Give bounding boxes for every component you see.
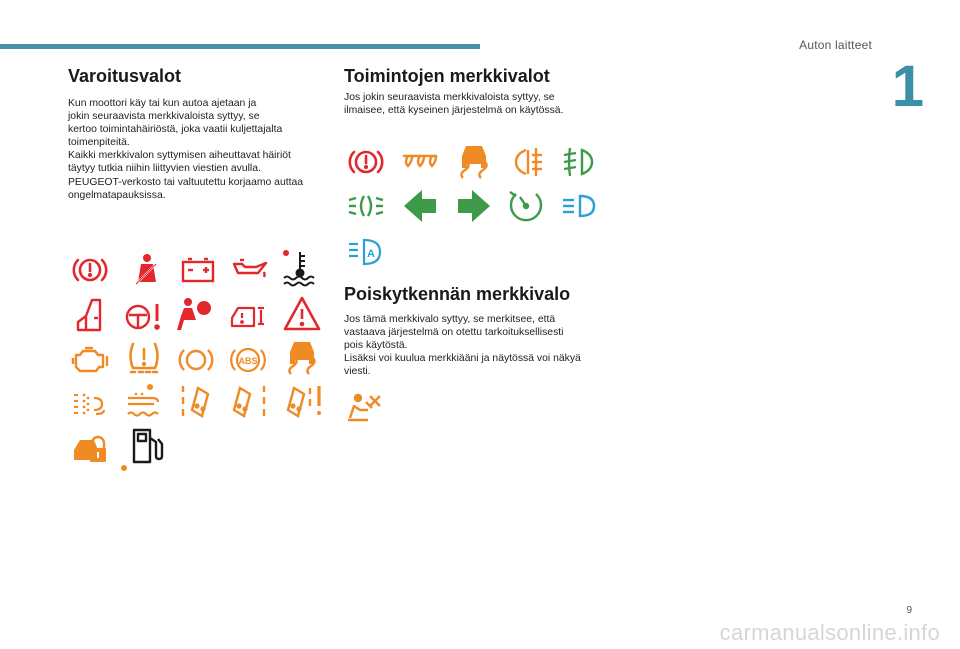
header-accent-bar [0, 44, 480, 49]
text-line: ongelmatapauksissa. [68, 189, 166, 201]
skid-control-icon [282, 336, 322, 376]
function-lights-text [344, 91, 604, 117]
text-line: viesti. [344, 366, 371, 378]
seatbelt-icon [126, 250, 166, 290]
stability-control-icon [454, 140, 494, 180]
oil-pressure-icon [230, 250, 270, 290]
diesel-filter-icon [70, 384, 110, 424]
warning-lights-text [68, 97, 328, 202]
svg-text:A: A [367, 248, 375, 260]
text-line: toimenpiteitä. [68, 137, 130, 149]
abs-icon [228, 340, 268, 380]
text-line: Jos jokin seuraavista merkkivaloista syttyy, se [344, 92, 555, 103]
passenger-airbag-off-icon [344, 388, 384, 428]
auto-main-beam-icon [346, 232, 386, 272]
brake-icon [70, 250, 110, 290]
coolant-temperature-icon [280, 248, 320, 288]
function-lights-title: Toimintojen merkkivalot [344, 66, 550, 86]
engine-icon [70, 340, 110, 380]
speed-limiter-icon [506, 186, 546, 226]
front-fog-icon [560, 142, 600, 182]
service-icon [228, 296, 268, 336]
page-number: 9 [906, 605, 912, 616]
text-line: kertoo toimintahäiriöstä, joka vaatii kuljettajalta [68, 124, 283, 136]
door-open-icon [70, 296, 110, 336]
text-line: täytyy tutkia niihin liittyvien viestien avulla. [68, 163, 261, 175]
text-line: vastaava järjestelmä on otettu tarkoituksellisesti [344, 327, 564, 339]
text-line: Kun moottori käy tai kun autoa ajetaan ja [68, 98, 257, 109]
airbag-icon [176, 294, 216, 334]
function-lights-section [344, 66, 604, 117]
lane-departure-icon [178, 382, 218, 422]
deactivation-title: Poiskytkennän merkkivalo [344, 284, 571, 304]
left-indicator-icon [400, 186, 440, 226]
rear-fog-icon [508, 142, 548, 182]
glow-plug-icon [400, 142, 440, 182]
warning-lights-section [68, 66, 328, 202]
text-line: Kaikki merkkivalon syttymisen aiheuttavat häiriöt [68, 150, 291, 162]
text-line: PEUGEOT-verkosto tai valtuutettu korjaamo auttaa [68, 176, 304, 188]
watermark: carmanualsonline.info [719, 620, 940, 645]
section-title: Auton laitteet [799, 38, 872, 52]
text-line: ilmaisee, että kyseinen järjestelmä on käytössä. [344, 105, 564, 117]
parking-brake-fault-icon [176, 340, 216, 380]
battery-icon [178, 250, 218, 290]
right-indicator-icon [454, 186, 494, 226]
warning-lights-title: Varoitusvalot [68, 66, 182, 86]
main-beam-icon [560, 188, 600, 228]
fuel-low-dot-icon [104, 460, 144, 474]
text-line: Lisäksi voi kuulua merkkiääni ja näytössä voi näkyä [344, 353, 581, 365]
warning-triangle-icon [282, 294, 322, 334]
steering-fault-icon [122, 296, 162, 336]
text-line: pois käytöstä. [344, 340, 408, 352]
deactivation-section [344, 284, 604, 378]
deactivation-text [344, 313, 604, 378]
chapter-number: 1 [891, 54, 924, 119]
text-line: jokin seuraavista merkkivaloista syttyy, se [68, 111, 260, 123]
active-safety-brake-icon [230, 382, 270, 422]
svg-text:ABS: ABS [238, 356, 258, 366]
adblue-icon [124, 382, 164, 422]
text-line: Jos tämä merkkivalo syttyy, se merkitsee, että [344, 314, 556, 325]
driver-attention-icon [282, 382, 322, 422]
sidelights-icon [346, 186, 386, 226]
tyre-pressure-icon [124, 338, 164, 378]
parking-brake-icon [346, 142, 386, 182]
